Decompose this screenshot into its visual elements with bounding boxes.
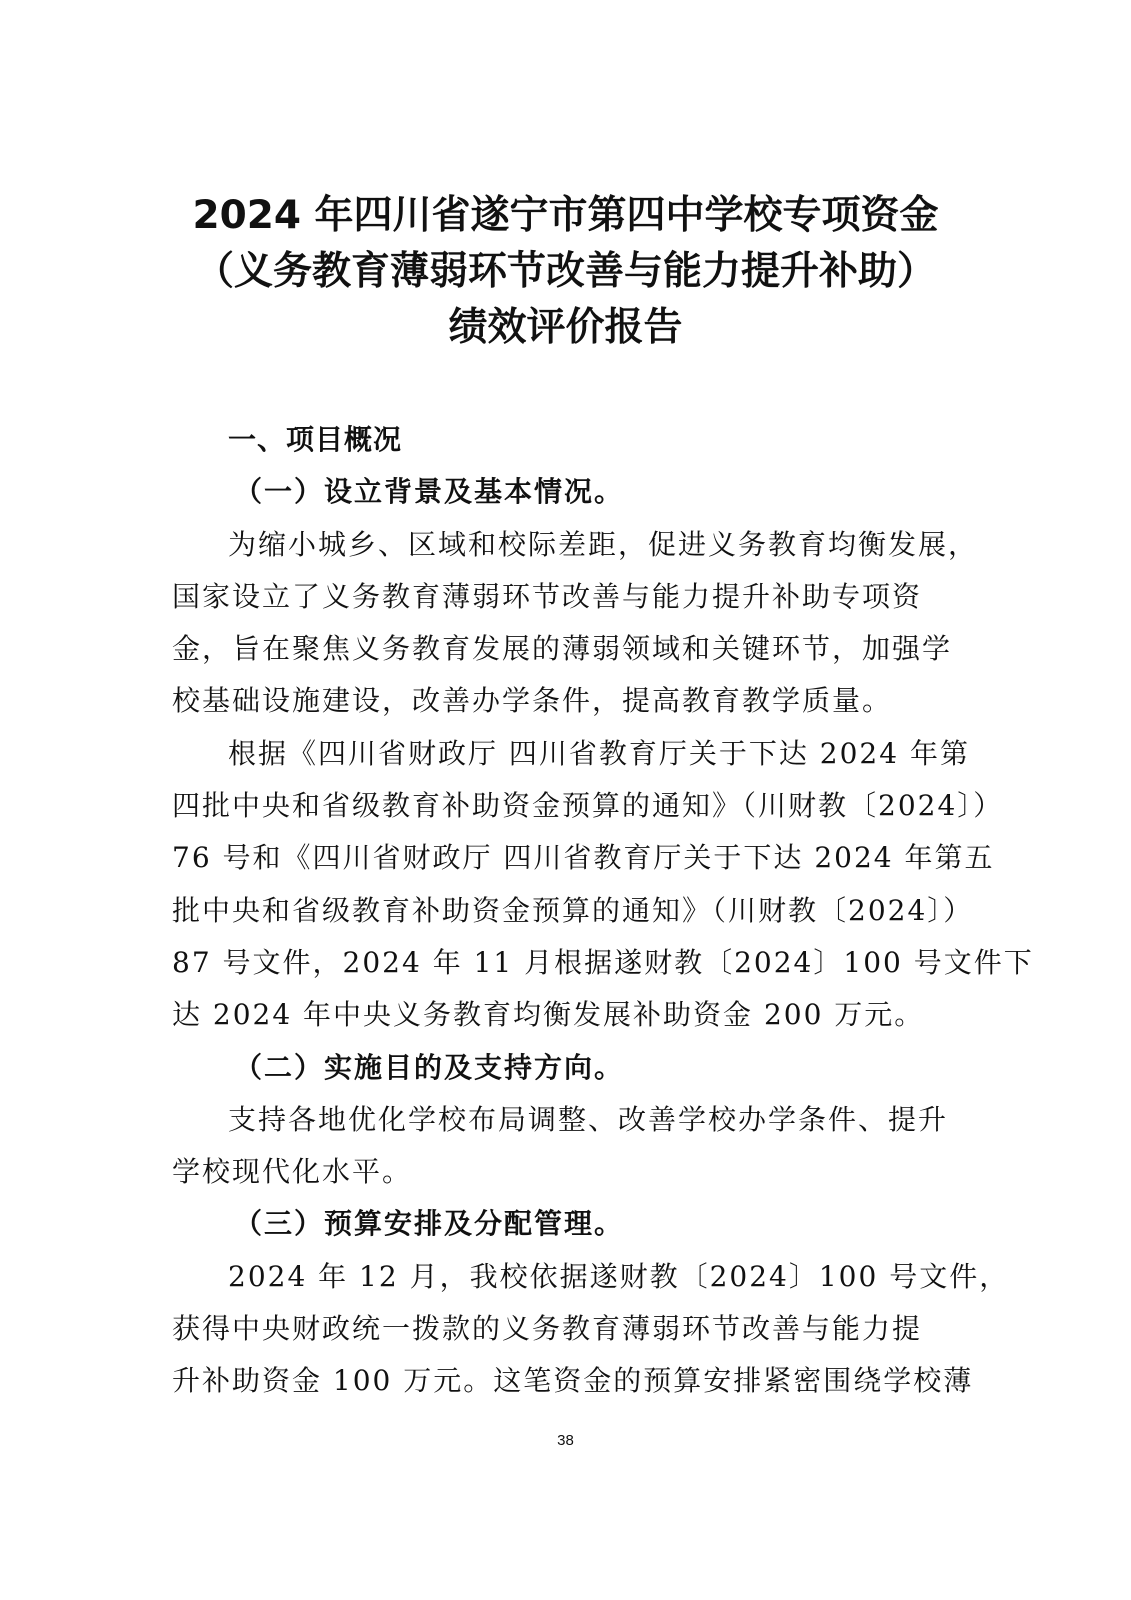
- text-line: 支持各地优化学校布局调整、改善学校办学条件、提升: [228, 1102, 949, 1136]
- text-line: 学校现代化水平。: [172, 1155, 413, 1189]
- text-line: 获得中央财政统一拨款的义务教育薄弱环节改善与能力提: [172, 1312, 923, 1346]
- subsection-heading: （三）预算安排及分配管理。: [234, 1207, 625, 1241]
- report-body: [172, 414, 1034, 1408]
- paragraph-objectives: [172, 1094, 962, 1199]
- text-line: 达 2024 年中央义务教育均衡发展补助资金 200 万元。: [172, 998, 925, 1032]
- title-line: 绩效评价报告: [448, 305, 683, 350]
- text-line: 国家设立了义务教育薄弱环节改善与能力提升补助专项资: [172, 579, 923, 613]
- text-line: 批中央和省级教育补助资金预算的通知》（川财教〔2024〕）: [172, 893, 974, 927]
- text-line: 升补助资金 100 万元。这笔资金的预算安排紧密围绕学校薄: [172, 1364, 974, 1398]
- section-heading: 一、项目概况: [228, 423, 403, 456]
- text-line: 2024 年 12 月，我校依据遂财教〔2024〕100 号文件，: [228, 1259, 1010, 1293]
- text-line: 四批中央和省级教育补助资金预算的通知》（川财教〔2024〕）: [172, 789, 1004, 823]
- page-number: 38: [557, 1432, 574, 1449]
- paragraph-background: [172, 519, 979, 728]
- subsection-heading: （二）实施目的及支持方向。: [234, 1050, 625, 1084]
- paragraph-budget: [172, 1251, 1010, 1408]
- text-line: 金，旨在聚焦义务教育发展的薄弱领域和关键环节，加强学: [172, 632, 953, 666]
- text-line: 根据《四川省财政厅 四川省教育厅关于下达 2024 年第: [228, 736, 970, 770]
- text-line: 为缩小城乡、区域和校际差距，促进义务教育均衡发展，: [228, 527, 979, 561]
- text-line: 校基础设施建设，改善办学条件，提高教育教学质量。: [172, 684, 893, 718]
- title-line: 2024 年四川省遂宁市第四中学校专项资金: [192, 193, 939, 238]
- report-title: [130, 188, 1001, 356]
- text-line: 87 号文件，2024 年 11 月根据遂财教〔2024〕100 号文件下: [172, 945, 1034, 979]
- paragraph-funding-basis: [172, 728, 1034, 1042]
- title-line: （义务教育薄弱环节改善与能力提升补助）: [194, 249, 936, 294]
- subsection-heading: （一）设立背景及基本情况。: [234, 475, 625, 509]
- text-line: 76 号和《四川省财政厅 四川省教育厅关于下达 2024 年第五: [172, 841, 995, 875]
